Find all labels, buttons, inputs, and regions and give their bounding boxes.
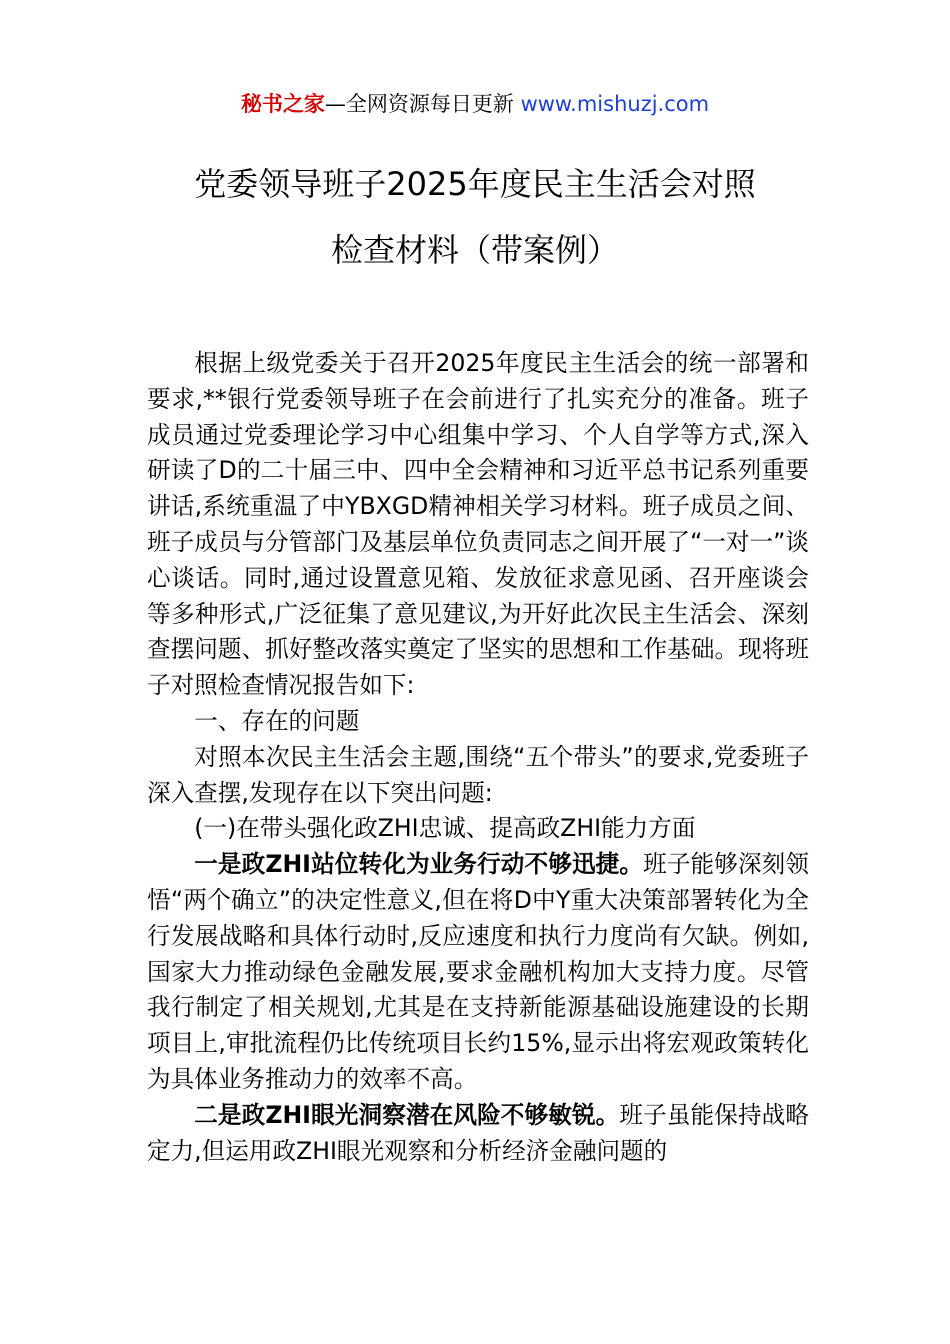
site-url-link[interactable]: www.mishuzj.com: [520, 92, 710, 116]
document-title-line-1: 党委领导班子2025年度民主生活会对照: [194, 165, 756, 203]
site-tagline: —全网资源每日更新: [324, 92, 521, 116]
problems-intro-paragraph: 对照本次民主生活会主题,围绕“五个带头”的要求,党委班子深入查摆,发现存在以下突出问题:: [147, 742, 809, 807]
intro-paragraph: 根据上级党委关于召开2025年度民主生活会的统一部署和要求,**银行党委领导班子在会前进行了扎实充分的准备。班子成员通过党委理论学习中心组集中学习、个人自学等方式,深入研读了D的二十届三中、四中全会精神和习近平总书记系列重要讲话,系统重温了中YBXGD精神相关学习材料。班子成员之间、班子成员与分管部门及基层单位负责同志之间开展了“一对一”谈心谈话。同时,通过设置意见箱、发放征求意见函、召开座谈会等多种形式,广泛征集了意见建议,为开好此次民主生活会、深刻查摆问题、抓好整改落实奠定了坚实的思想和工作基础。现将班子对照检查情况报告如下:: [147, 349, 809, 700]
problem-item-1: [147, 847, 809, 1098]
problem-item-2-text: 班子虽能保持战略定力,但运用政ZHI眼光观察和分析经济金融问题的: [147, 1100, 809, 1165]
document-title-line-2: 检查材料（带案例）: [330, 231, 619, 269]
document-body: [147, 346, 809, 1169]
problem-item-2: [147, 1098, 809, 1170]
problem-item-1-heading: 一是政ZHI站位转化为业务行动不够迅捷。: [194, 850, 644, 879]
section-heading-problems: 一、存在的问题: [194, 706, 360, 735]
site-header: [0, 88, 950, 120]
site-brand: 秘书之家: [240, 92, 325, 116]
subsection-heading-political-loyalty: (一)在带头强化政ZHI忠诚、提高政ZHI能力方面: [194, 814, 696, 843]
problem-item-1-text: 班子能够深刻领悟“两个确立”的决定性意义,但在将D中Y重大决策部署转化为全行发展战略和具体行动时,反应速度和执行力度尚有欠缺。例如,国家大力推动绿色金融发展,要求金融机构加大支持力度。尽管我行制定了相关规划,尤其是在支持新能源基础设施建设的长期项目上,审批流程仍比传统项目长约15%,显示出将宏观政策转化为具体业务推动力的效率不高。: [147, 850, 809, 1093]
problem-item-2-heading: 二是政ZHI眼光洞察潜在风险不够敏锐。: [194, 1100, 620, 1129]
